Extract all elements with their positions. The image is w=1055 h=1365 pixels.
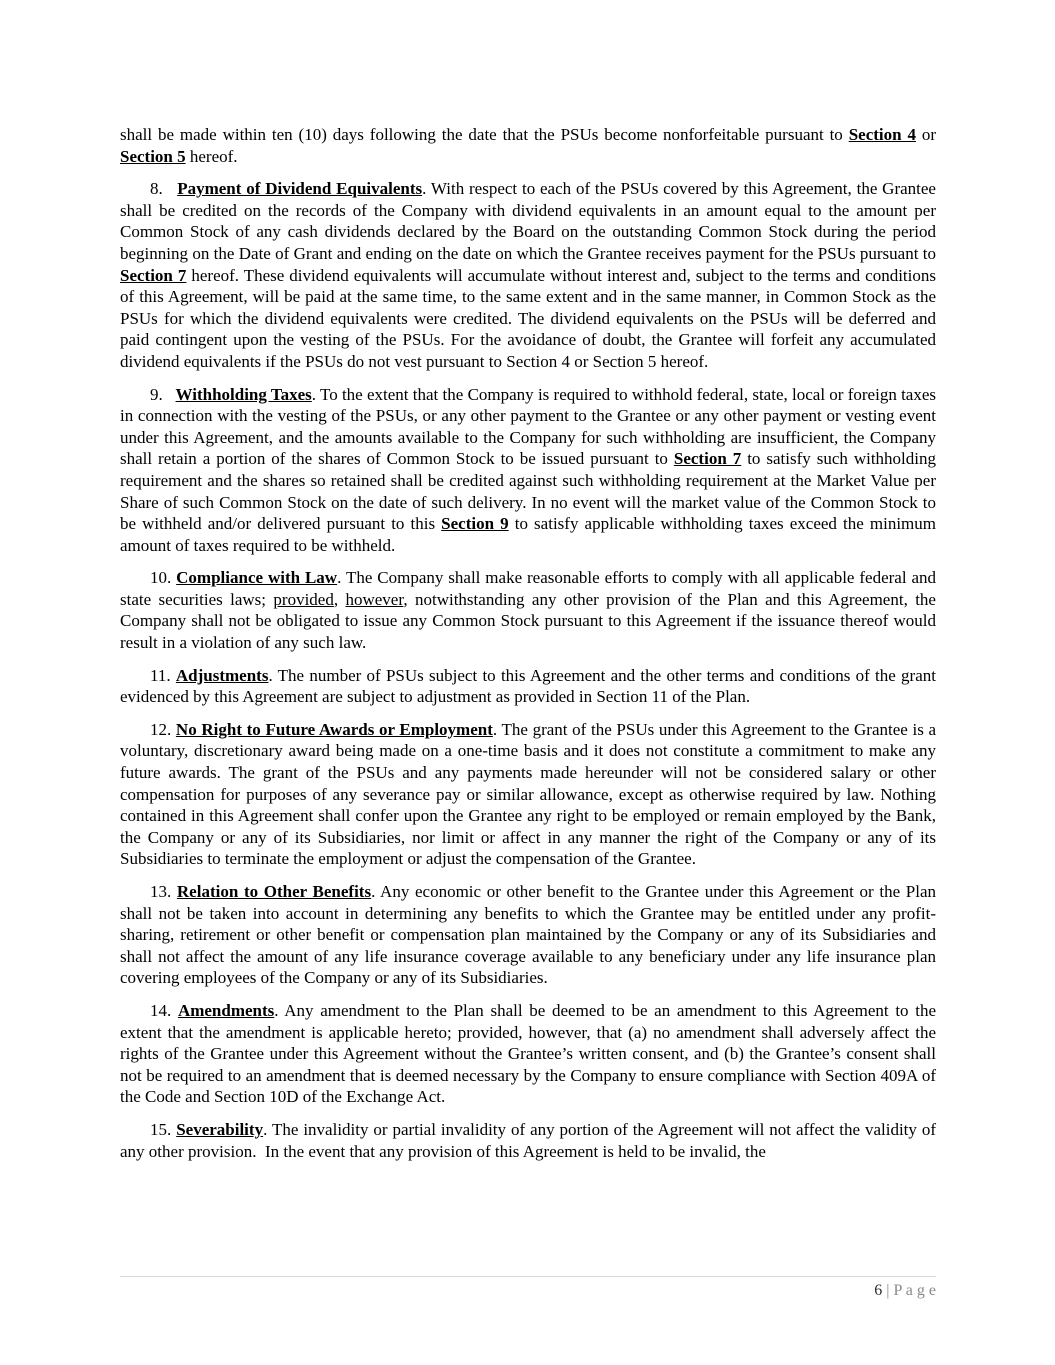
paragraph-3 — [120, 567, 936, 653]
page-number: 6 — [874, 1282, 883, 1299]
paragraph-6 — [120, 881, 936, 989]
text-segment: 9. — [150, 384, 176, 404]
text-segment: . With respect to each of the PSUs covered by this Agreement, the Grantee shall be credited on the records of the Company with dividend equivalents in an amount equal to the amount per Common Stock of any cash dividends declared by the Board on the outstanding Common Stock during the period beginning on the Date of Grant and ending on the date on which the Grantee receives payment for the PSUs pursuant to — [120, 179, 936, 263]
text-segment: 15. — [150, 1119, 177, 1139]
text-segment: . To the extent that the Company is required to withhold federal, state, local or foreign taxes in connection with the vesting of the PSUs, or any other payment to the Grantee or any other payment or vesting event under this Agreement, and the amounts available to the Company for such withholding are insufficient, the Company shall retain a portion of the shares of Common Stock to be issued pursuant to — [120, 384, 937, 469]
paragraph-8 — [120, 1119, 936, 1162]
text-segment: hereof. These dividend equivalents will accumulate without interest and, subject to the terms and conditions of this Agreement, will be paid at the same time, to the same extent and in the same manner, in Common Stock as the PSUs for which the dividend equivalents were credited. The dividend equivalents on the PSUs will be deferred and paid contingent upon the vesting of the PSUs. For the avoidance of doubt, the Grantee will forfeit any accumulated dividend equivalents if the PSUs do not vest pursuant to Section 4 or Section 5 hereof. — [120, 265, 936, 371]
footer-text — [120, 1281, 936, 1301]
paragraph-7 — [120, 1000, 936, 1108]
text-segment: Section 7 — [673, 449, 742, 469]
text-segment: Adjustments — [175, 665, 269, 685]
text-segment: Section 5 — [120, 146, 186, 166]
text-segment: 12. — [150, 719, 176, 739]
page-label: P a g e — [893, 1282, 936, 1299]
paragraph-1 — [120, 178, 936, 372]
text-segment: Payment of Dividend Equivalents — [177, 179, 423, 199]
text-segment: , — [333, 589, 346, 609]
paragraph-0 — [120, 124, 936, 167]
document-body — [120, 124, 936, 1173]
text-segment: . Any amendment to the Plan shall be deemed to be an amendment to this Agreement to the extent that the amendment is applicable hereto; provided, however, that (a) no amendment shall adversely affect the rights of the Grantee under this Agreement without the Grantee’s written consent, and (b) the Grantee’s consent shall not be required to an amendment that is deemed necessary by the Company to ensure compliance with Section 409A of the Code and Section 10D of the Exchange Act. — [120, 1000, 936, 1107]
text-segment: Severability — [176, 1119, 264, 1139]
footer-divider — [120, 1276, 936, 1277]
text-segment: . The number of PSUs subject to this Agreement and the other terms and conditions of the grant evidenced by this Agreement are subject to adjustment as provided in Section 11 of the Plan. — [120, 665, 936, 707]
paragraph-5 — [120, 719, 936, 870]
text-segment: . The invalidity or partial invalidity of any portion of the Agreement will not affect the validity of any other provision. In the event that any provision of this Agreement is held to be invalid, the — [120, 1119, 937, 1161]
text-segment: 14. — [150, 1000, 178, 1020]
text-segment: . The grant of the PSUs under this Agreement to the Grantee is a voluntary, discretionary award being made on a one-time basis and it does not constitute a commitment to make any future awards. The grant of the PSUs and any payments made hereunder will not be considered salary or other compensation for purposes of any severance pay or similar allowance, except as otherwise required by law. Nothing contained in this Agreement shall confer upon the Grantee any right to be employed or remain employed by the Bank, the Company or any of its Subsidiaries, nor limit or affect in any manner the right of the Company or any of its Subsidiaries to terminate the employment or adjust the compensation of the Grantee. — [120, 719, 937, 869]
text-segment: shall be made within ten (10) days following the date that the PSUs become nonforfeitable pursuant to — [120, 125, 849, 144]
paragraph-4 — [120, 665, 936, 708]
text-segment: to satisfy applicable withholding taxes exceed the minimum amount of taxes required to be withheld. — [120, 514, 936, 555]
text-segment: . Any economic or other benefit to the Grantee under this Agreement or the Plan shall not be taken into account in determining any benefits to which the Grantee may be entitled under any profit-sharing, retirement or other benefit or compensation plan maintained by the Company or any of its Subsidiaries and shall not affect the amount of any life insurance coverage available to any beneficiary under any life insurance plan covering employees of the Company or any of its Subsidiaries. — [120, 882, 936, 988]
text-segment: hereof. — [185, 146, 238, 166]
text-segment: . The Company shall make reasonable efforts to comply with all applicable federal and state securities laws; — [120, 568, 937, 609]
text-segment: Section 4 — [848, 125, 916, 144]
text-segment: or — [915, 125, 936, 144]
text-segment: to satisfy such withholding requirement and the shares so retained shall be credited against such withholding requirement at the Market Value per Share of such Common Stock on the date of such delivery. In no event will the market value of the Common Stock to be withheld and/or delivered pursuant to this — [120, 449, 936, 534]
text-segment: Withholding Taxes — [175, 384, 312, 404]
text-segment: 13. — [150, 882, 177, 901]
text-segment: No Right to Future Awards or Employment — [175, 719, 493, 739]
text-segment: 11. — [150, 665, 176, 685]
text-segment: provided — [273, 589, 334, 609]
text-segment: 8. — [150, 179, 178, 199]
text-segment: 10. — [150, 568, 177, 588]
footer-separator: | — [886, 1282, 890, 1299]
text-segment: Section 7 — [120, 265, 187, 285]
text-segment: Relation to Other Benefits — [176, 882, 372, 901]
text-segment: Compliance with Law — [176, 568, 338, 588]
text-segment: , notwithstanding any other provision of the Plan and this Agreement, the Company shall not be obligated to issue any Common Stock pursuant to this Agreement if the issuance thereof would result in a violation of any such law. — [120, 589, 936, 653]
text-segment: Section 9 — [441, 514, 509, 534]
page-footer — [120, 1276, 936, 1301]
text-segment: Amendments — [177, 1000, 275, 1020]
text-segment: however — [345, 589, 404, 609]
paragraph-2 — [120, 384, 936, 557]
